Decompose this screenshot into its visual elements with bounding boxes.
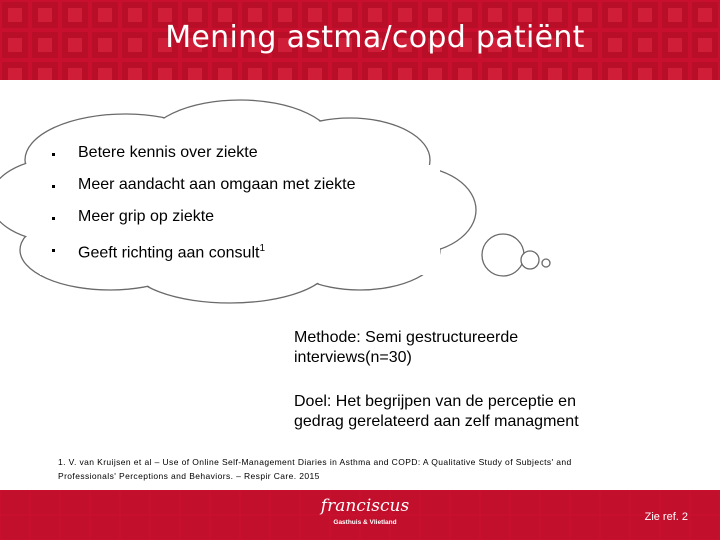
slide-reference: Zie ref. 2: [644, 511, 688, 523]
bullet-text: Meer aandacht aan omgaan met ziekte: [78, 176, 356, 193]
list-item: [52, 236, 356, 268]
page-title: Mening astma/copd patiënt: [165, 20, 585, 55]
logo-subtitle: Gasthuis & Vlietland: [333, 519, 397, 526]
bullet-text: Betere kennis over ziekte: [78, 144, 258, 161]
bullet-dot: [52, 249, 55, 252]
footnote: [58, 455, 678, 483]
footnote-marker: 1: [259, 243, 265, 254]
bullet-list: [52, 140, 356, 268]
list-item: [52, 172, 356, 204]
list-item: [52, 204, 356, 236]
footnote-line: Professionals' Perceptions and Behaviors. – Respir Care. 2015: [58, 471, 320, 481]
header-bar: [0, 0, 720, 80]
doel-line: gedrag gerelateerd aan zelf managment: [294, 413, 579, 430]
doel-block: [294, 392, 674, 432]
bullet-dot: [52, 185, 55, 188]
methode-line: Methode: Semi gestructureerde: [294, 329, 519, 346]
footnote-line: 1. V. van Kruijsen et al – Use of Online Self-Management Diaries in Asthma and COPD: A Qualitative Study of Subjects' and: [58, 457, 572, 467]
franciscus-logo: franciscus: [320, 496, 410, 516]
bullet-dot: [52, 153, 55, 156]
list-item: [52, 140, 356, 172]
doel-line: Doel: Het begrijpen van de perceptie en: [294, 393, 576, 410]
bullet-text: Geeft richting aan consult: [78, 244, 260, 262]
bullet-dot: [52, 217, 55, 220]
methode-line: interviews(n=30): [294, 349, 412, 366]
methode-block: [294, 328, 674, 368]
bullet-text: Meer grip op ziekte: [78, 208, 215, 225]
